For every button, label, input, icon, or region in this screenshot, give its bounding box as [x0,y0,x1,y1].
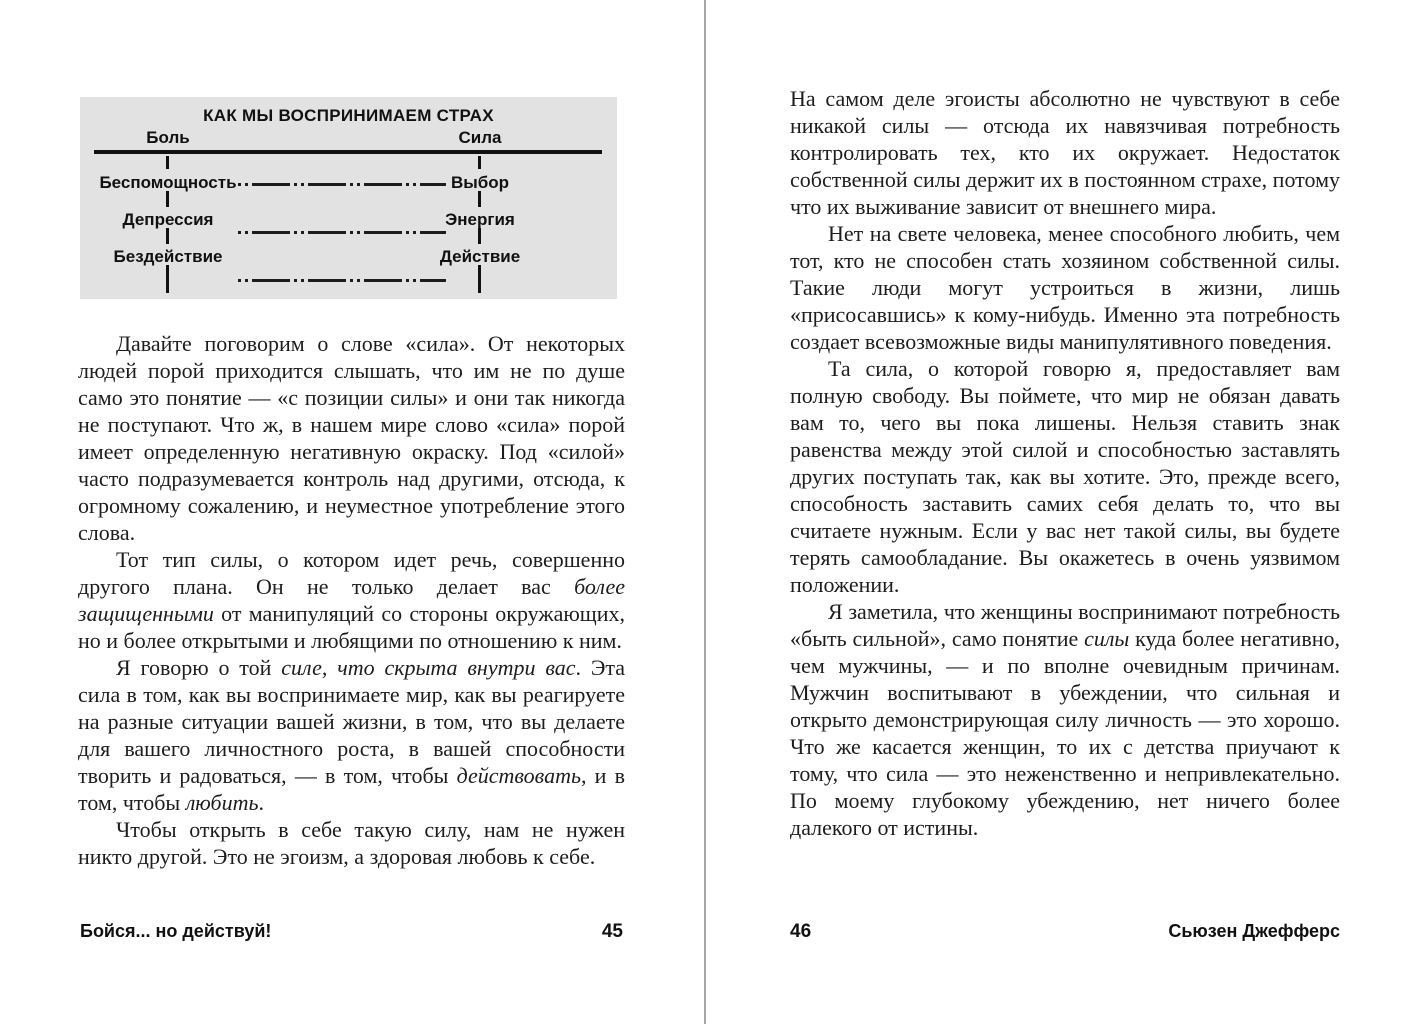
left-page-body [78,330,625,870]
paragraph: Тот тип силы, о котором идет речь, совершенно другого плана. Он не только делает вас более защищенными от манипуляций со стороны окружающих, но и более открытыми и любящими по отношению к ним. [78,547,625,653]
paragraph: Давайте поговорим о слове «сила». От некоторых людей порой приходится слышать, что им не по душе само это понятие — «с позиции силы» и они так никогда не поступают. Что ж, в нашем мире слово «сила» порой имеет определенную негативную окраску. Под «силой» часто подразумевается контроль над другими, отсюда, к огромному сожалению, и неуместное употребление этого слова. [78,331,625,545]
paragraph: Та сила, о которой говорю я, предоставляет вам полную свободу. Вы поймете, что мир не обязан давать вам то, чего вы пока лишены. Нельзя ставить знак равенства между этой силой и способностью заставлять других поступать так, как вы хотите. Это, прежде всего, способность заставить самих себя делать то, что вы считаете нужным. Если у вас нет такой силы, вы будете терять самообладание. Вы окажетесь в очень уязвимом положении. [790,356,1340,597]
diagram-tick [166,228,169,244]
diagram-label-right-1: Выбор [450,173,510,192]
diagram-title: КАК МЫ ВОСПРИНИМАЕМ СТРАХ [203,106,494,125]
running-title: Бойся... но действуй! [80,921,272,941]
diagram-dashed-connector [238,231,446,234]
paragraph: Чтобы открыть в себе такую силу, нам не нужен никто другой. Это не эгоизм, а здоровая любовь к себе. [78,817,625,869]
diagram-label-right-3: Действие [439,247,521,266]
diagram-label-left-1: Беспомощность [99,173,237,192]
diagram-dashed-connector [238,183,446,186]
page-number-right: 46 [790,921,812,942]
diagram-tick [478,228,481,244]
diagram-label-right-2: Энергия [445,210,515,229]
paragraph: На самом деле эгоисты абсолютно не чувствуют в себе никакой силы — отсюда их навязчивая потребность контролировать тех, кто их окружает. Недостаток собственной силы держит их в постоянном страхе, потому что их выживание зависит от внешнего мира. [790,86,1340,219]
paragraph: Я говорю о той силе, что скрыта внутри вас. Эта сила в том, как вы воспринимаете мир, как вы реагируете на разные ситуации вашей жизни, в том, что вы делаете для вашего личностного роста, в вашей способности творить и радоваться, — в том, чтобы действовать, и в том, чтобы любить. [78,655,625,815]
diagram-tick [478,156,481,169]
diagram-tick [478,265,481,293]
paragraph: Нет на свете человека, менее способного любить, чем тот, кто не способен стать хозяином собственной силы. Такие люди могут устроиться в жизни, лишь «присосавшись» к кому-нибудь. Именно эта потребность создает всевозможные виды манипулятивного поведения. [790,221,1340,354]
diagram-left-header: Боль [146,128,190,147]
diagram-tick [166,156,169,169]
author-running-title: Сьюзен Джефферс [1168,921,1340,941]
right-page-footer [790,921,1340,943]
diagram-label-left-3: Бездействие [113,247,223,266]
fear-perception-diagram [80,97,617,299]
left-page-footer [80,921,623,943]
diagram-tick [166,191,169,207]
diagram-dashed-connector [238,279,446,282]
diagram-right-header: Сила [458,128,502,147]
paragraph: Я заметила, что женщины воспринимают потребность «быть сильной», само понятие силы куда более негативно, чем мужчины, — и по вполне очевидным причинам. Мужчин воспитывают в убеждении, что сильная и открыто демонстрирующая силу личность — это хорошо. Что же касается женщин, то их с детства приучают к тому, что сила — это неженственно и непривлекательно. По моему глубокому убеждению, нет ничего более далекого от истины. [790,599,1340,840]
diagram-tick [166,265,169,293]
diagram-horizontal-rule [94,150,602,154]
diagram-label-left-2: Депрессия [122,210,214,229]
page-number-left: 45 [601,921,623,942]
page-spine-divider [704,0,706,1024]
right-page-body [790,85,1340,841]
diagram-tick [478,191,481,207]
